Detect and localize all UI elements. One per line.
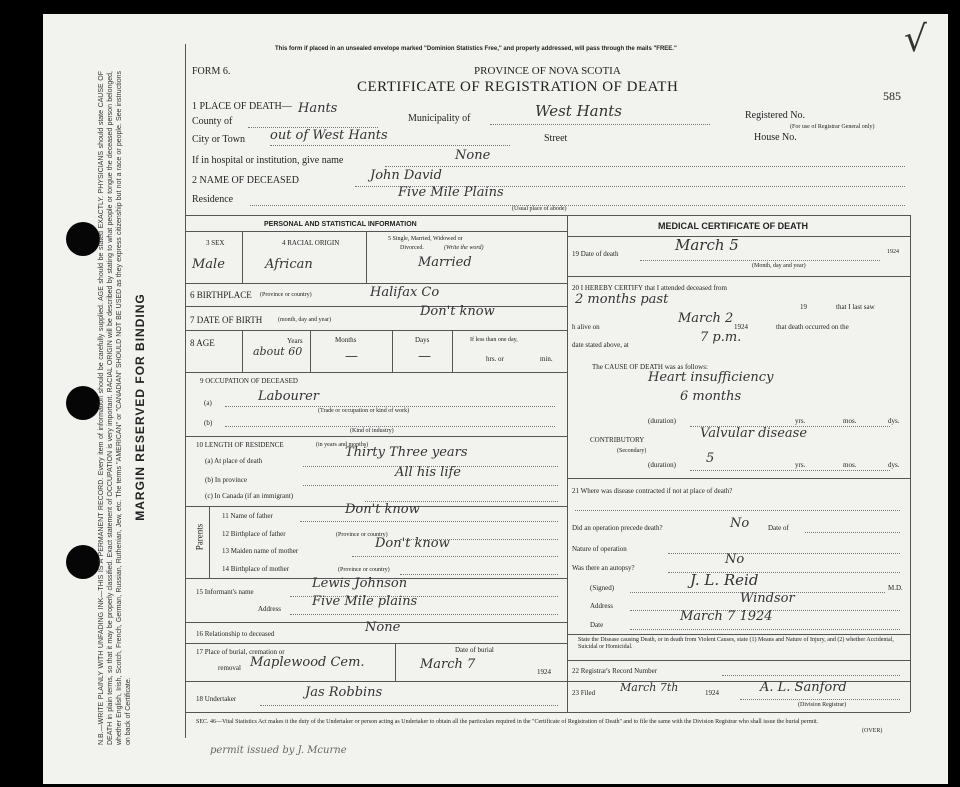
margin-instructions: N.B.—WRITE PLAINLY WITH UNFADING INK—THIS IS A PERMANENT RECORD. Every item of information should be carefully supplied. AGE should be stated EXACTLY. PHYSICIANS should state CAUSE OF DEATH in plain terms, so that it may be properly classified. Exact statement of OCCUPATION is very important. RACIAL ORIGIN will be described by stating to what people or tongue the deceased person belonged, whether English, Irish, Scotch, French, German, Russian, Ruthenian, Jew, etc. The terms "AMERICAN" or "CANADIAN" SHOULD NOT BE USED as they express citizenship but not a race or people. See instructions on back of Certificate. bbox=[98, 71, 132, 745]
residence-length-note: (in years and months) bbox=[316, 442, 369, 448]
less-than-day-label: If less than one day, bbox=[470, 337, 518, 343]
city-value: out of West Hants bbox=[270, 128, 388, 143]
form-left-border bbox=[185, 44, 186, 738]
burial-divider bbox=[395, 643, 396, 681]
death-year: 1924 bbox=[887, 249, 899, 255]
deceased-name-label: 2 NAME OF DECEASED bbox=[192, 175, 299, 186]
age-label: 8 AGE bbox=[190, 338, 215, 348]
registered-no-label: Registered No. bbox=[745, 110, 805, 121]
occupation-label: 9 OCCUPATION OF DECEASED bbox=[200, 377, 298, 385]
occupation-value: Labourer bbox=[258, 389, 320, 404]
min-label: min. bbox=[540, 355, 553, 363]
municipality-line bbox=[490, 124, 710, 125]
death-date-line bbox=[640, 260, 880, 261]
death-date-label: 19 Date of death bbox=[572, 250, 619, 258]
over-note: (OVER) bbox=[862, 728, 883, 734]
mother-birth-line bbox=[400, 574, 558, 575]
marital-label-2: Divorced. bbox=[400, 245, 424, 251]
autopsy-value: No bbox=[725, 552, 745, 567]
cause-duration-value: 6 months bbox=[680, 389, 742, 404]
operation-date-label: Date of bbox=[768, 524, 789, 532]
birthplace-label: 6 BIRTHPLACE bbox=[190, 290, 252, 300]
cause-dys: dys. bbox=[888, 417, 900, 425]
table-bottom-rule bbox=[185, 712, 910, 713]
father-birthplace-label: 12 Birthplace of father bbox=[222, 530, 286, 538]
dob-note: (month, day and year) bbox=[278, 317, 331, 323]
informant-address-line bbox=[290, 614, 558, 615]
medical-rule-21 bbox=[567, 634, 910, 635]
place-of-death-label: 1 PLACE OF DEATH— bbox=[192, 101, 292, 112]
registration-number: 585 bbox=[883, 89, 901, 103]
occupation-a-note: (Trade or occupation or kind of work) bbox=[318, 408, 410, 414]
undertaker-label: 18 Undertaker bbox=[196, 695, 237, 703]
nature-line bbox=[668, 553, 900, 554]
mother-name-label: 13 Maiden name of mother bbox=[222, 547, 299, 555]
residence-label: Residence bbox=[192, 194, 234, 205]
racial-origin-label: 4 RACIAL ORIGIN bbox=[282, 239, 340, 247]
alive-on-value: March 2 bbox=[678, 311, 734, 326]
filed-value: March 7th bbox=[620, 681, 679, 694]
in-province-line bbox=[303, 485, 558, 486]
cause-mos: mos. bbox=[843, 417, 857, 425]
racial-divider bbox=[366, 231, 367, 283]
father-name-value: Don't know bbox=[345, 502, 420, 517]
birthplace-note: (Province or country) bbox=[260, 292, 312, 298]
racial-origin-value: African bbox=[265, 257, 313, 272]
undertaker-value: Jas Robbins bbox=[305, 685, 383, 700]
signed-value: J. L. Reid bbox=[690, 571, 759, 589]
contributory-yrs: yrs. bbox=[795, 461, 806, 469]
burial-place-label-1: 17 Place of burial, cremation or bbox=[196, 648, 285, 656]
informant-name-value: Lewis Johnson bbox=[312, 576, 408, 591]
months-value: — bbox=[345, 349, 358, 364]
municipality-label: Municipality of bbox=[408, 113, 471, 124]
burial-place-value: Maplewood Cem. bbox=[250, 655, 365, 670]
disease-place-label: 21 Where was disease contracted if not at place of death? bbox=[572, 487, 733, 495]
row-rule-17 bbox=[185, 681, 567, 682]
contributory-duration-value: 5 bbox=[706, 451, 715, 466]
sex-value: Male bbox=[192, 257, 225, 272]
burial-year: 1924 bbox=[537, 668, 551, 676]
parents-label: Parents bbox=[194, 523, 205, 551]
row-rule-16 bbox=[185, 643, 567, 644]
age-divider-1 bbox=[242, 330, 243, 372]
medical-rule-22 bbox=[567, 681, 910, 682]
relationship-label: 16 Relationship to deceased bbox=[196, 630, 275, 638]
at-place-label: (a) At place of death bbox=[205, 457, 263, 465]
deceased-name-value: John David bbox=[370, 168, 442, 183]
time-of-death-value: 7 p.m. bbox=[700, 330, 742, 345]
binding-margin bbox=[60, 71, 170, 750]
signed-label: (Signed) bbox=[590, 584, 615, 592]
residence-value: Five Mile Plains bbox=[398, 185, 504, 200]
form-number: FORM 6. bbox=[192, 66, 231, 77]
birthplace-value: Halifax Co bbox=[370, 285, 440, 300]
county-value: Hants bbox=[298, 101, 338, 116]
residence-line bbox=[250, 205, 905, 206]
sex-divider bbox=[242, 231, 243, 283]
alive-year: 1924 bbox=[734, 323, 748, 331]
record-number-label: 22 Registrar's Record Number bbox=[572, 667, 658, 675]
in-province-value: All his life bbox=[395, 465, 461, 480]
contributory-value: Valvular disease bbox=[700, 426, 808, 441]
undertaker-line bbox=[260, 705, 558, 706]
row-rule-3 bbox=[185, 283, 567, 284]
cause-duration-label: (duration) bbox=[648, 417, 676, 425]
contributory-label: CONTRIBUTORY bbox=[590, 436, 645, 444]
cause-yrs: yrs. bbox=[795, 417, 806, 425]
industry-line bbox=[225, 426, 555, 427]
residence-note: (Usual place of abode) bbox=[512, 206, 567, 212]
municipality-value: West Hants bbox=[535, 102, 622, 120]
registrar-line bbox=[740, 699, 900, 700]
house-no-label: House No. bbox=[754, 132, 797, 143]
disease-place-line bbox=[575, 510, 900, 511]
dob-label: 7 DATE OF BIRTH bbox=[190, 315, 263, 325]
operation-value: No bbox=[730, 516, 750, 531]
hospital-line bbox=[385, 166, 905, 167]
filed-label: 23 Filed bbox=[572, 689, 596, 697]
table-top-rule bbox=[185, 215, 910, 216]
personal-info-heading: PERSONAL AND STATISTICAL INFORMATION bbox=[264, 221, 417, 228]
informant-name-label: 15 Informant's name bbox=[196, 588, 254, 596]
months-label: Months bbox=[335, 336, 357, 344]
mother-line bbox=[352, 556, 558, 557]
death-occurred-label: that death occurred on the bbox=[776, 323, 849, 331]
hrs-label: hrs. or bbox=[486, 355, 504, 363]
certify-year-19: 19 bbox=[800, 303, 807, 311]
row-rule-6 bbox=[185, 306, 567, 307]
row-rule-9 bbox=[185, 436, 567, 437]
medical-rule-note bbox=[567, 660, 910, 661]
row-rule-8 bbox=[185, 372, 567, 373]
street-label: Street bbox=[544, 133, 568, 144]
county-label: County of bbox=[192, 116, 233, 127]
record-number-line bbox=[722, 675, 900, 676]
cause-value: Heart insufficiency bbox=[648, 370, 774, 385]
in-canada-label: (c) In Canada (if an immigrant) bbox=[205, 492, 294, 500]
age-divider-4 bbox=[452, 330, 453, 372]
disease-instruction-note: State the Disease causing Death, or in death from Violent Causes, state (1) Means and Nature of Injury, and (2) whether Accidental, Suicidal or Homicidal. bbox=[578, 637, 894, 650]
alive-on-label: h alive on bbox=[572, 323, 600, 331]
residence-length-label: 10 LENGTH OF RESIDENCE bbox=[196, 441, 284, 449]
cause-label: The CAUSE OF DEATH was as follows: bbox=[592, 363, 708, 371]
date-stated-label: date stated above, at bbox=[572, 341, 629, 349]
days-value: — bbox=[418, 349, 431, 364]
operation-date-line bbox=[805, 532, 900, 533]
province-heading: PROVINCE OF NOVA SCOTIA bbox=[474, 65, 621, 77]
physician-address-value: Windsor bbox=[740, 591, 795, 606]
section-46-notice: SEC. 46—Vital Statistics Act makes it the duty of the Undertaker or person acting as Undertaker to obtain all the particulars required in the "Certificate of Registration of Death" and to file the same with the Division Registrar who shall issue the burial permit. bbox=[196, 719, 819, 725]
contributory-duration-label: (duration) bbox=[648, 461, 676, 469]
father-birthplace-note: (Province or country) bbox=[336, 532, 388, 538]
mail-notice: This form if placed in an unsealed envelope marked "Dominion Statistics Free," and properly addressed, will pass through the mails "FREE." bbox=[275, 46, 677, 52]
physician-date-value: March 7 1924 bbox=[680, 609, 773, 624]
column-divider bbox=[567, 215, 568, 712]
years-value: about 60 bbox=[253, 345, 303, 358]
check-mark: √ bbox=[904, 19, 927, 60]
marital-label-3: (Write the word) bbox=[444, 245, 484, 251]
medical-rule-19 bbox=[567, 276, 910, 277]
marital-value: Married bbox=[418, 255, 472, 270]
marital-label-1: 5 Single, Married, Widowed or bbox=[388, 236, 463, 242]
mother-name-value: Don't know bbox=[375, 536, 450, 551]
burial-place-label-2: removal bbox=[218, 664, 241, 672]
medical-heading: MEDICAL CERTIFICATE OF DEATH bbox=[658, 221, 808, 231]
burial-date-label: Date of burial bbox=[455, 646, 494, 654]
physician-date-label: Date bbox=[590, 621, 604, 629]
permit-issued-note: permit issued by J. Mcurne bbox=[210, 745, 347, 756]
contributory-note: (Secondary) bbox=[617, 448, 647, 454]
division-registrar-note: (Division Registrar) bbox=[798, 702, 847, 708]
occupation-line bbox=[225, 406, 555, 407]
father-line bbox=[300, 521, 558, 522]
age-divider-3 bbox=[392, 330, 393, 372]
years-label: Years bbox=[287, 337, 303, 345]
operation-label: Did an operation precede death? bbox=[572, 524, 663, 532]
hospital-value: None bbox=[455, 148, 491, 163]
physician-date-line bbox=[630, 629, 900, 630]
at-place-value: Thirty Three years bbox=[345, 445, 468, 460]
registrar-general-note: (For use of Registrar General only) bbox=[790, 124, 875, 130]
occupation-a-label: (a) bbox=[204, 399, 212, 407]
margin-binding-title: MARGIN RESERVED FOR BINDING bbox=[133, 293, 147, 521]
days-label: Days bbox=[415, 336, 430, 344]
burial-date-value: March 7 bbox=[420, 657, 476, 672]
autopsy-label: Was there an autopsy? bbox=[572, 564, 635, 572]
informant-address-value: Five Mile plains bbox=[312, 594, 418, 609]
contributory-mos: mos. bbox=[843, 461, 857, 469]
city-line bbox=[270, 145, 510, 146]
death-date-note: (Month, day and year) bbox=[752, 263, 806, 269]
medical-rule-20 bbox=[567, 478, 910, 479]
age-divider-2 bbox=[310, 330, 311, 372]
parents-divider bbox=[209, 506, 210, 578]
sex-label: 3 SEX bbox=[206, 239, 225, 247]
certificate-title: CERTIFICATE OF REGISTRATION OF DEATH bbox=[357, 79, 679, 95]
registrar-signature: A. L. Sanford bbox=[760, 680, 847, 695]
mother-birthplace-note: (Province or country) bbox=[338, 567, 390, 573]
certify-value: 2 months past bbox=[575, 292, 669, 307]
occupation-b-note: (Kind of industry) bbox=[350, 428, 394, 434]
dob-value: Don't know bbox=[420, 304, 495, 319]
filed-year: 1924 bbox=[705, 689, 719, 697]
form-right-border bbox=[910, 215, 911, 712]
death-date-value: March 5 bbox=[675, 236, 739, 254]
contributory-dys: dys. bbox=[888, 461, 900, 469]
occupation-b-label: (b) bbox=[204, 419, 213, 427]
hospital-label: If in hospital or institution, give name bbox=[192, 155, 344, 166]
nature-of-operation-label: Nature of operation bbox=[572, 545, 627, 553]
city-label: City or Town bbox=[192, 134, 246, 145]
certify-label: 20 I HEREBY CERTIFY that I attended deceased from bbox=[572, 284, 727, 292]
physician-address-label: Address bbox=[590, 602, 613, 610]
mother-birthplace-label: 14 Birthplace of mother bbox=[222, 565, 290, 573]
relationship-value: None bbox=[365, 620, 401, 635]
informant-address-label: Address bbox=[258, 605, 281, 613]
father-name-label: 11 Name of father bbox=[222, 512, 273, 520]
in-province-label: (b) In province bbox=[205, 476, 247, 484]
contributory-duration-line bbox=[690, 470, 890, 471]
last-saw-label: that I last saw bbox=[836, 303, 875, 311]
md-label: M.D. bbox=[888, 584, 903, 592]
